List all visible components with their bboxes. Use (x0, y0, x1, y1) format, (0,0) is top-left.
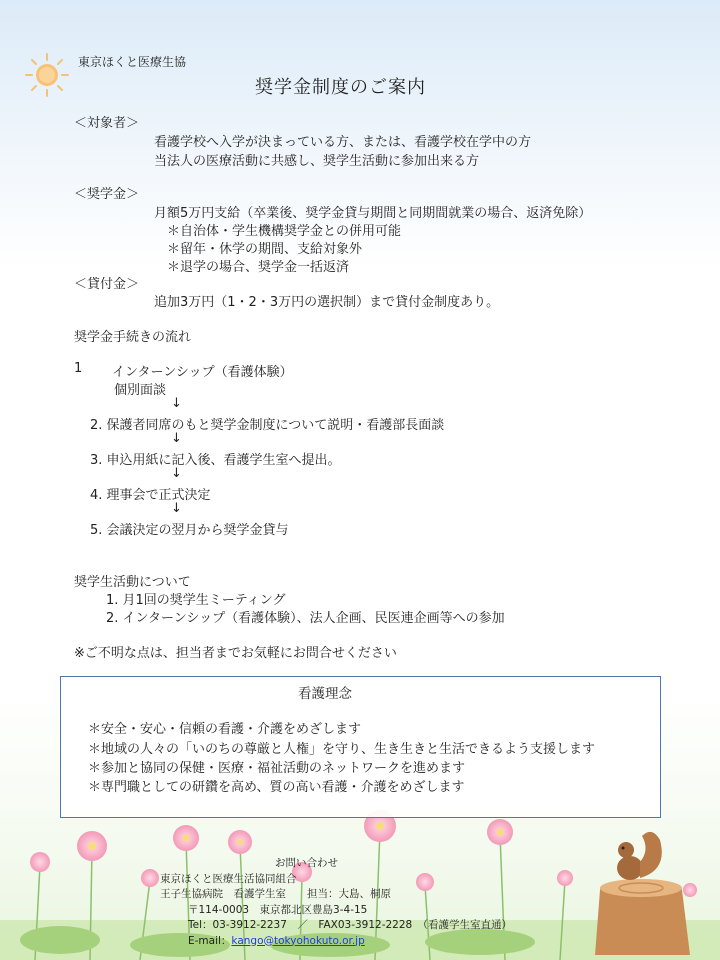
contact-dept: 王子生協病院 看護学生室 担当：大島、桐原 (160, 888, 391, 900)
activity-item: 1. 月1回の奨学生ミーティング (106, 593, 286, 608)
target-line: 当法人の医療活動に共感し、奨学生活動に参加出来る方 (154, 154, 480, 169)
flow-step4: 4. 理事会で正式決定 (90, 488, 211, 503)
scholarship-heading: ＜奨学金＞ (74, 187, 140, 202)
flow-arrow-icon: ↓ (171, 501, 182, 516)
contact-org: 東京ほくと医療生活協同組合 (160, 872, 297, 885)
scholarship-line: ＊退学の場合、奨学金一括返済 (167, 260, 350, 275)
flow-heading: 奨学金手続きの流れ (74, 330, 192, 345)
org-name: 東京ほくと医療生協 (78, 55, 187, 69)
contact-address: 〒114-0003 東京都北区豊島3-4-15 (188, 903, 368, 916)
loan-line: 追加3万円（1・2・3万円の選択制）まで貸付金制度あり。 (154, 295, 500, 310)
scholarship-line: ＊自治体・学生機構奨学金との併用可能 (167, 224, 402, 239)
philosophy-item: ＊地域の人々の「いのちの尊厳と人権」を守り、生き生きと生活できるよう支援します (88, 742, 596, 757)
flow-step1: インターンシップ（看護体験） (112, 365, 293, 380)
loan-heading: ＜貸付金＞ (74, 277, 140, 292)
flow-step1-sub: 個別面談 (114, 383, 167, 398)
flow-arrow-icon: ↓ (171, 466, 182, 481)
contact-heading: お問い合わせ (275, 857, 338, 869)
contact-email-row (160, 934, 512, 950)
flow-step5: 5. 会議決定の翌月から奨学金貸与 (90, 523, 289, 538)
scholarship-line: ＊留年・休学の期間、支給対象外 (167, 242, 363, 257)
flow-step3: 3. 申込用紙に記入後、看護学生室へ提出。 (90, 453, 341, 468)
flow-step2: 2. 保護者同席のもと奨学金制度について説明・看護部長面談 (90, 418, 445, 433)
page-title: 奨学金制度のご案内 (255, 77, 426, 98)
flow-step1-number: 1 (74, 361, 83, 376)
email-label: E-mail： (188, 934, 232, 947)
email-link[interactable]: kango@tokyohokuto.or.jp (231, 934, 365, 947)
target-line: 看護学校へ入学が決まっている方、または、看護学校在学中の方 (154, 135, 532, 150)
activity-item: 2. インターンシップ（看護体験）、法人企画、民医連企画等への参加 (106, 611, 505, 626)
contact-block (160, 856, 512, 949)
sun-icon (24, 52, 70, 98)
activities-heading: 奨学生活動について (74, 575, 191, 590)
flow-arrow-icon: ↓ (171, 431, 182, 446)
philosophy-item: ＊参加と協同の保健・医療・福祉活動のネットワークを進めます (88, 761, 466, 776)
philosophy-item: ＊安全・安心・信頼の看護・介護をめざします (88, 722, 362, 737)
target-heading: ＜対象者＞ (74, 116, 140, 131)
scholarship-line: 月額5万円支給（卒業後、奨学金貸与期間と同期間就業の場合、返済免除） (154, 206, 592, 221)
flow-arrow-icon: ↓ (171, 396, 182, 411)
nursing-philosophy-title: 看護理念 (298, 686, 352, 702)
philosophy-item: ＊専門職としての研鑽を高め、質の高い看護・介護をめざします (88, 780, 465, 795)
inquiry-note: ※ご不明な点は、担当者までお気軽にお問合せください (74, 646, 397, 661)
contact-phone: Tel：03-3912-2237 ／ FAX03-3912-2228 （看護学生室直通） (188, 919, 512, 931)
